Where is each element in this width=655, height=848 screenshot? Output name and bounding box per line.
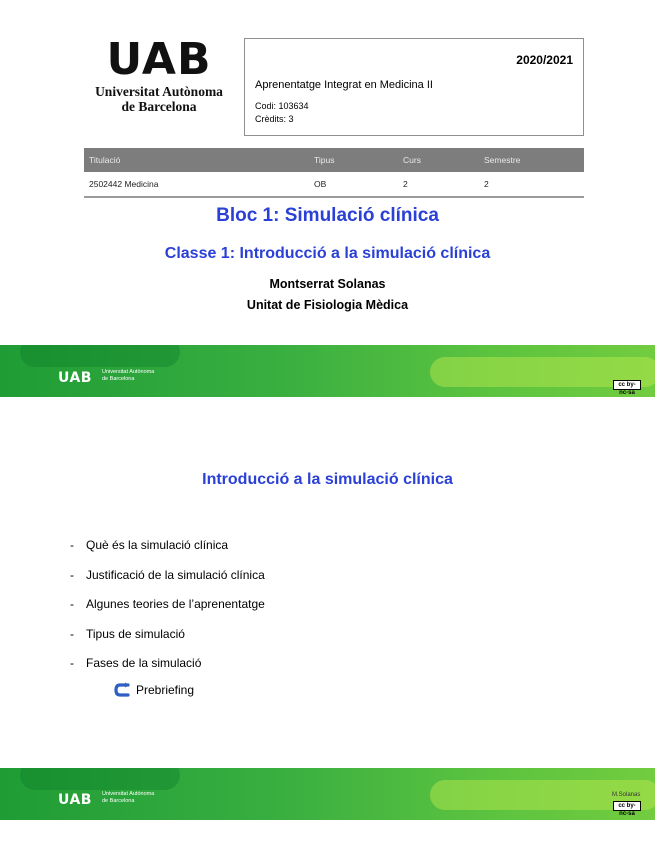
footer-uab-name-line2: de Barcelona [102,375,135,382]
footer-uab-name [102,369,154,382]
academic-year: 2020/2021 [516,53,573,67]
sub-list-item-label: Prebriefing [136,683,195,697]
slide-footer-band [0,768,655,820]
uab-logo-name-line1: Universitat Autònoma [95,84,223,99]
list-item-label: Algunes teories de l’aprenentatge [86,597,265,611]
footer-decoration [20,768,180,790]
title-slide [0,0,655,398]
list-item-label: Què és la simulació clínica [86,538,229,552]
footer-uab-name-line1: Universitat Autònoma [102,369,155,375]
topics-list [70,538,265,686]
header-titulacio: Titulació [84,148,309,172]
bloc-title: Bloc 1: Simulació clínica [216,205,439,226]
list-item-label: Tipus de simulació [86,626,185,641]
list-item: - Què és la simulació clínica [70,538,229,552]
uab-logo [84,34,234,114]
classe-title: Classe 1: Introducció a la simulació clínica [164,245,491,262]
uab-logo-mark: UAB [106,34,212,85]
cell-tipus: OB [309,172,398,197]
cell-curs: 2 [398,172,479,197]
corner-author: M.Solanas [612,792,641,798]
cell-semestre: 2 [479,172,584,197]
footer-uab-name-line2: de Barcelona [102,797,135,804]
curved-arrow-icon [114,682,130,698]
uab-logo-name-line2: de Barcelona [121,99,197,114]
footer-uab-mark: UAB [58,370,92,386]
author-name: Montserrat Solanas [269,277,386,291]
list-item: - Fases de la simulació [70,656,202,670]
sub-list-item [114,682,194,698]
cc-license-badge: cc by-nc-sa [613,801,641,811]
table-row [84,172,584,197]
table-header-row [84,148,584,172]
course-code: Codi: 103634 [255,101,309,111]
list-item-label: Justificació de la simulació clínica [86,567,265,582]
header-semestre: Semestre [479,148,584,172]
list-item: - Justificació de la simulació clínica [70,567,265,582]
slide-title: Introducció a la simulació clínica [202,471,453,488]
list-item: - Algunes teories de l’aprenentatge [70,597,265,611]
list-item: - Tipus de simulació [70,626,185,641]
course-credits: Crèdits: 3 [255,114,294,124]
footer-uab-name [102,791,154,804]
list-item-label: Fases de la simulació [86,656,202,670]
footer-uab-mark: UAB [58,792,92,808]
cc-license-badge: cc by-nc-sa [613,380,641,390]
course-info-box [244,38,584,136]
header-curs: Curs [398,148,479,172]
slide-footer-band [0,345,655,397]
degree-info-table [84,148,584,198]
header-tipus: Tipus [309,148,398,172]
cell-titulacio: 2502442 Medicina [84,172,309,197]
footer-uab-name-line1: Universitat Autònoma [102,791,155,797]
author-unit: Unitat de Fisiologia Mèdica [246,298,409,312]
course-title: Aprenentatge Integrat en Medicina II [255,79,433,91]
footer-decoration [20,345,180,367]
